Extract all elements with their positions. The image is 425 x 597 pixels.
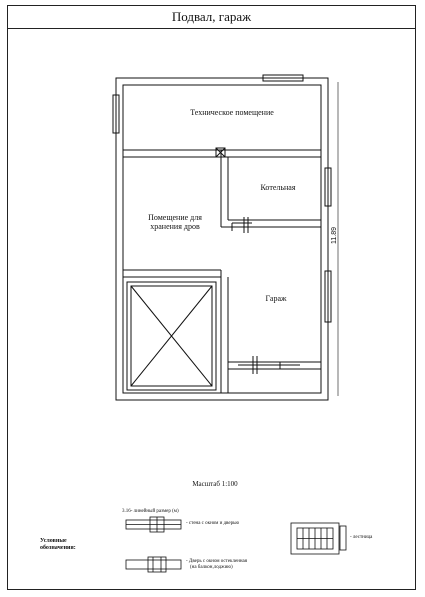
- legend-door-symbol: [126, 557, 181, 572]
- door-boiler: [232, 217, 252, 233]
- door-garage: [238, 356, 300, 374]
- room-label-firewood-line2: хранения дров: [150, 222, 200, 231]
- window-right-garage: [325, 271, 331, 322]
- window-left: [113, 95, 119, 133]
- legend-title-line2: обозначения:: [40, 545, 76, 551]
- legend-title: [40, 538, 76, 552]
- outer-wall-inner: [123, 85, 321, 393]
- dimension-label: 11.89: [331, 227, 338, 244]
- window-top: [263, 75, 303, 81]
- page-title: Подвал, гараж: [171, 9, 252, 24]
- room-label-firewood-line1: Помещение для: [148, 213, 202, 222]
- legend-wall-window-door: - стена с окном и дверью: [186, 521, 240, 526]
- legend-wall-symbol: [126, 517, 181, 532]
- legend-linear-dim: 3.16- линейный размер (м): [122, 509, 179, 514]
- legend-door-glazed-line2: (на балкон,лоджию): [190, 565, 233, 570]
- legend-door-glazed-line1: - Дверь с окном остекленная: [186, 559, 248, 564]
- outer-wall: [116, 78, 328, 400]
- stairs-icon: [291, 523, 346, 554]
- scale-label: Масштаб 1:100: [192, 480, 238, 488]
- window-right-boiler: [325, 168, 331, 206]
- room-label-technical: Техническое помещение: [190, 108, 274, 117]
- room-label-garage: Гараж: [265, 294, 287, 303]
- room-label-boiler: Котельная: [260, 183, 296, 192]
- legend-stairs: - лестница: [350, 535, 373, 540]
- legend-title-line1: Условные: [40, 538, 67, 544]
